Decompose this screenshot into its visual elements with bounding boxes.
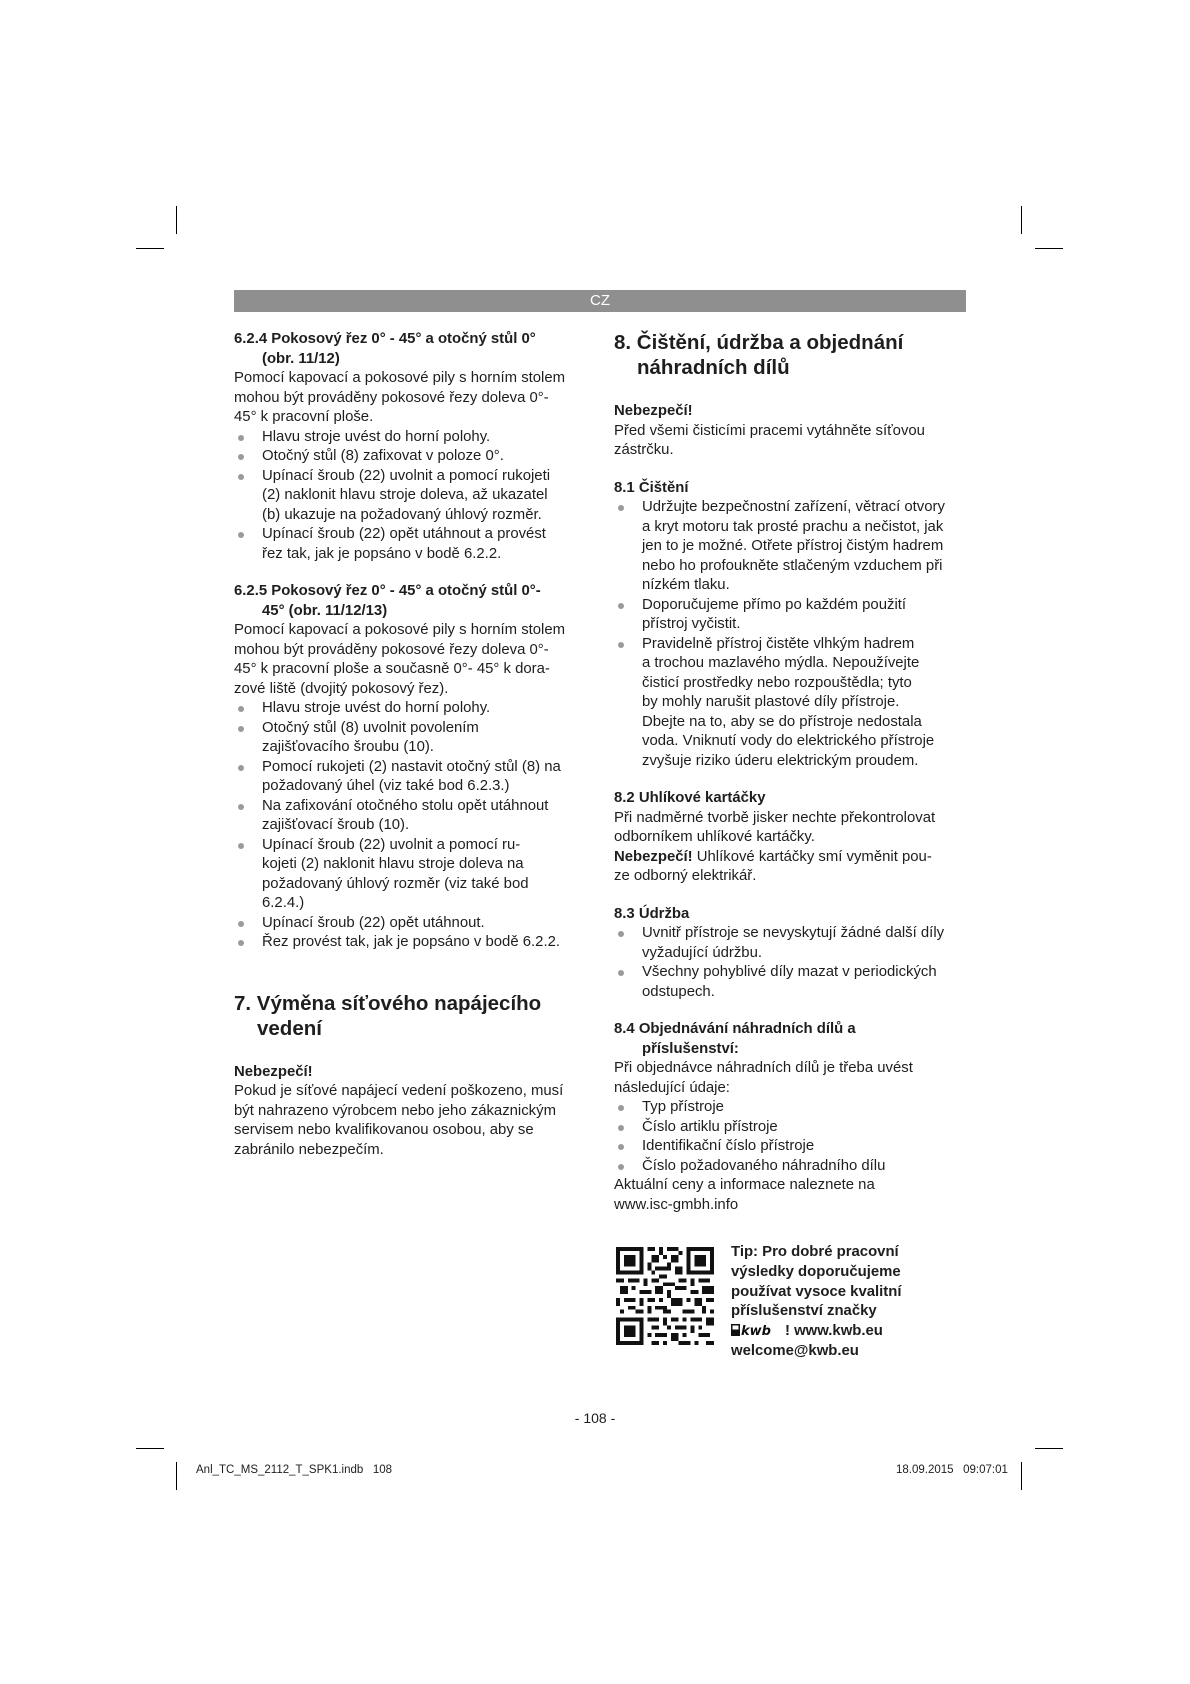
text-line: zástrčku. [614,442,674,458]
text-line: nebo ho profoukněte stlačeným vzduchem při [642,557,943,574]
text-line: čisticí prostředky nebo rozpouštědla; tyto [642,674,912,691]
text-line: zové liště (dvojitý pokosový řez). [234,680,449,697]
bullet-list [614,924,966,1002]
url-text: www.isc-gmbh.info [614,1196,739,1213]
text-line: být nahrazeno výrobcem nebo jeho zákaznickým [234,1102,556,1119]
list-item [234,447,584,467]
list-item [234,699,584,719]
list-item [614,924,966,963]
text-line: Všechny pohyblivé díly mazat v periodických [642,964,937,980]
list-item [614,596,966,635]
text-line: Upínací šroub (22) uvolnit a pomocí ru- [262,836,521,853]
list-item [234,525,584,564]
text-line: Tip: Pro dobré pracovní [731,1244,899,1260]
title-text: 8. Čištění, údržba a objednání [614,331,904,354]
text-line: Při objednávce náhradních dílů je třeba uvést [614,1060,913,1076]
text-line: Při nadměrné tvorbě jisker nechte překontrolovat [614,809,936,826]
paragraph [234,621,584,699]
heading-text-cont: (obr. 11/12) [262,350,340,367]
list-item [234,758,584,797]
text-line: Otočný stůl (8) uvolnit povolením [262,719,479,736]
text-line: vyžadující údržbu. [642,944,763,961]
paragraph [614,1059,966,1098]
title-text-cont: vedení [257,1016,322,1040]
text-line: Upínací šroub (22) uvolnit a pomocí rukojeti [262,467,551,484]
section-heading-8-2: 8.2 Uhlíkové kartáčky [614,790,766,806]
text-line: Řez provést tak, jak je popsáno v bodě 6.2.2. [262,934,560,950]
list-item [234,428,584,448]
text-line: a kryt motoru tak prosté prachu a nečistot, jak [642,518,944,535]
bullet-list [234,428,584,565]
text-line: servisem nebo kvalifikovanou osobou, aby se [234,1122,534,1138]
heading-text: Pokosový řez 0° - 45° a otočný stůl 0° [271,331,536,347]
section-title-8 [614,330,966,380]
text-line: Doporučujeme přímo po každém použití [642,596,907,613]
heading-text: Pokosový řez 0° - 45° a otočný stůl 0°- [271,583,541,599]
text-line: kojeti (2) naklonit hlavu stroje doleva na [262,856,524,872]
tip-text [731,1243,971,1362]
text-line: a trochou mazlavého mýdla. Nepoužívejte [642,655,920,671]
kwb-logo-icon [731,1323,785,1337]
text-line: zvyšuje riziko úderu elektrickým proudem. [642,752,919,769]
text-line: 45° k pracovní ploše a současně 0°- 45° k dora- [234,661,550,677]
bullet-list [614,1098,966,1176]
bullet-list [234,699,584,953]
paragraph [614,809,966,887]
paragraph [234,369,584,428]
text-line: Pomocí rukojeti (2) nastavit otočný stůl (8) na [262,758,561,775]
text-line: by mohly narušit plastové díly přístroje. [642,694,900,710]
language-band: CZ [234,290,966,312]
text-line: ze odborný elektrikář. [614,868,757,884]
text-line: Upínací šroub (22) opět utáhnout a provést [262,526,546,542]
heading-text-cont: 45° (obr. 11/12/13) [262,602,388,619]
text-line: nízkém tlaku. [642,577,730,593]
text-line: Udržujte bezpečnostní zařízení, větrací otvory [642,499,945,515]
text-line: zajišťovacího šroubu (10). [262,739,434,755]
footer-file-info: Anl_TC_MS_2112_T_SPK1.indb 108 [196,1464,393,1476]
text-line: 45° k pracovní ploše. [234,409,374,425]
text-line: Aktuální ceny a informace naleznete na [614,1177,875,1193]
text-line: Číslo artiklu přístroje [642,1118,778,1135]
text-line: Pomocí kapovací a pokosové pily s horním stolem [234,622,566,638]
crop-mark [1021,206,1022,234]
text-line: voda. Vniknutí vody do elektrického přístroje [642,733,935,749]
section-heading-6-2-4 [234,330,584,369]
crop-mark [1035,248,1063,249]
text-line: odstupech. [642,983,715,1000]
text-line: Na zafixování otočného stolu opět utáhnout [262,797,549,814]
tip-box [614,1243,966,1373]
list-item [614,963,966,1002]
section-heading-8-4 [614,1020,966,1059]
danger-label: Nebezpečí! [234,1063,313,1080]
text-line: (b) ukazuje na požadovaný úhlový rozměr. [262,506,542,523]
url-text: ! www.kwb.eu [785,1323,883,1340]
text-line: následující údaje: [614,1079,730,1096]
list-item [234,719,584,758]
text-line: Dbejte na to, aby se do přístroje nedostala [642,713,922,730]
title-text: 7. Výměna síťového napájecího [234,991,542,1015]
section-heading-6-2-5 [234,582,584,621]
text-line: odborníkem uhlíkové kartáčky. [614,829,815,845]
text-line: Uhlíkové kartáčky smí vyměnit pou- [692,848,932,865]
text-line: jen to je možné. Otřete přístroj čistým hadrem [642,538,944,554]
qr-code-icon [616,1247,714,1345]
heading-text-cont: příslušenství: [642,1040,739,1057]
crop-mark [1021,1462,1022,1490]
text-line: příslušenství značky [731,1303,877,1320]
text-line: přístroj vyčistit. [642,616,741,632]
text-line: (2) naklonit hlavu stroje doleva, až ukazatel [262,487,548,503]
text-line: Upínací šroub (22) opět utáhnout. [262,914,485,931]
paragraph [234,1082,584,1160]
list-item [234,933,584,953]
list-item [614,498,966,596]
heading-text: 8.4 Objednávání náhradních dílů a [614,1021,856,1037]
text-line: Otočný stůl (8) zafixovat v poloze 0°. [262,448,504,464]
page-number: - 108 - [574,1410,616,1426]
list-item [614,1157,966,1177]
crop-mark [176,206,177,234]
text-line: Pokud je síťové napájecí vedení poškozeno, musí [234,1083,564,1099]
text-line: mohou být prováděny pokosové řezy doleva 0°- [234,641,549,658]
list-item [234,836,584,914]
paragraph [614,422,966,461]
section-heading-8-1: 8.1 Čištění [614,479,689,496]
section-title-7 [234,991,584,1041]
list-item [234,914,584,934]
paragraph [614,1176,966,1215]
danger-label: Nebezpečí! [614,403,693,419]
text-line: požadovaný úhlový rozměr (viz také bod [262,875,529,892]
heading-number: 6.2.4 [234,331,268,347]
section-heading-8-3: 8.3 Údržba [614,905,690,922]
list-item [234,797,584,836]
heading-number: 6.2.5 [234,583,268,599]
text-line: řez tak, jak je popsáno v bodě 6.2.2. [262,545,502,562]
kwb-logo-text: kwb [741,1324,771,1338]
text-line: zabránilo nebezpečím. [234,1141,384,1158]
footer-datetime: 18.09.2015 09:07:01 [896,1464,1008,1476]
right-column [614,330,966,1373]
text-line: mohou být prováděny pokosové řezy doleva 0°- [234,389,549,406]
text-line: Před všemi čisticími pracemi vytáhněte síťovou [614,422,925,439]
text-line: zajišťovací šroub (10). [262,817,410,833]
crop-mark [176,1462,177,1490]
text-line: Číslo požadovaného náhradního dílu [642,1157,886,1174]
text-line: výsledky doporučujeme [731,1263,901,1280]
list-item [614,1118,966,1138]
text-line: Uvnitř přístroje se nevyskytují žádné další díly [642,925,945,941]
text-line: Identifikační číslo přístroje [642,1138,815,1154]
crop-mark [1035,1448,1063,1449]
danger-label: Nebezpečí! [614,848,693,865]
text-line: 6.2.4.) [262,895,305,911]
left-column [234,330,584,1160]
text-line: Hlavu stroje uvést do horní polohy. [262,700,491,716]
title-text-cont: náhradních dílů [637,356,790,379]
crop-mark [136,248,164,249]
text-line: Pravidelně přístroj čistěte vlhkým hadrem [642,635,915,652]
list-item [614,635,966,772]
list-item [234,467,584,526]
text-line: Typ přístroje [642,1099,724,1115]
text-line: Pomocí kapovací a pokosové pily s horním stolem [234,370,566,386]
list-item [614,1098,966,1118]
email-text: welcome@kwb.eu [731,1342,859,1359]
bullet-list [614,498,966,771]
text-line: požadovaný úhel (viz také bod 6.2.3.) [262,778,510,794]
list-item [614,1137,966,1157]
text-line: používat vysoce kvalitní [731,1283,902,1300]
text-line: Hlavu stroje uvést do horní polohy. [262,428,491,445]
crop-mark [136,1448,164,1449]
